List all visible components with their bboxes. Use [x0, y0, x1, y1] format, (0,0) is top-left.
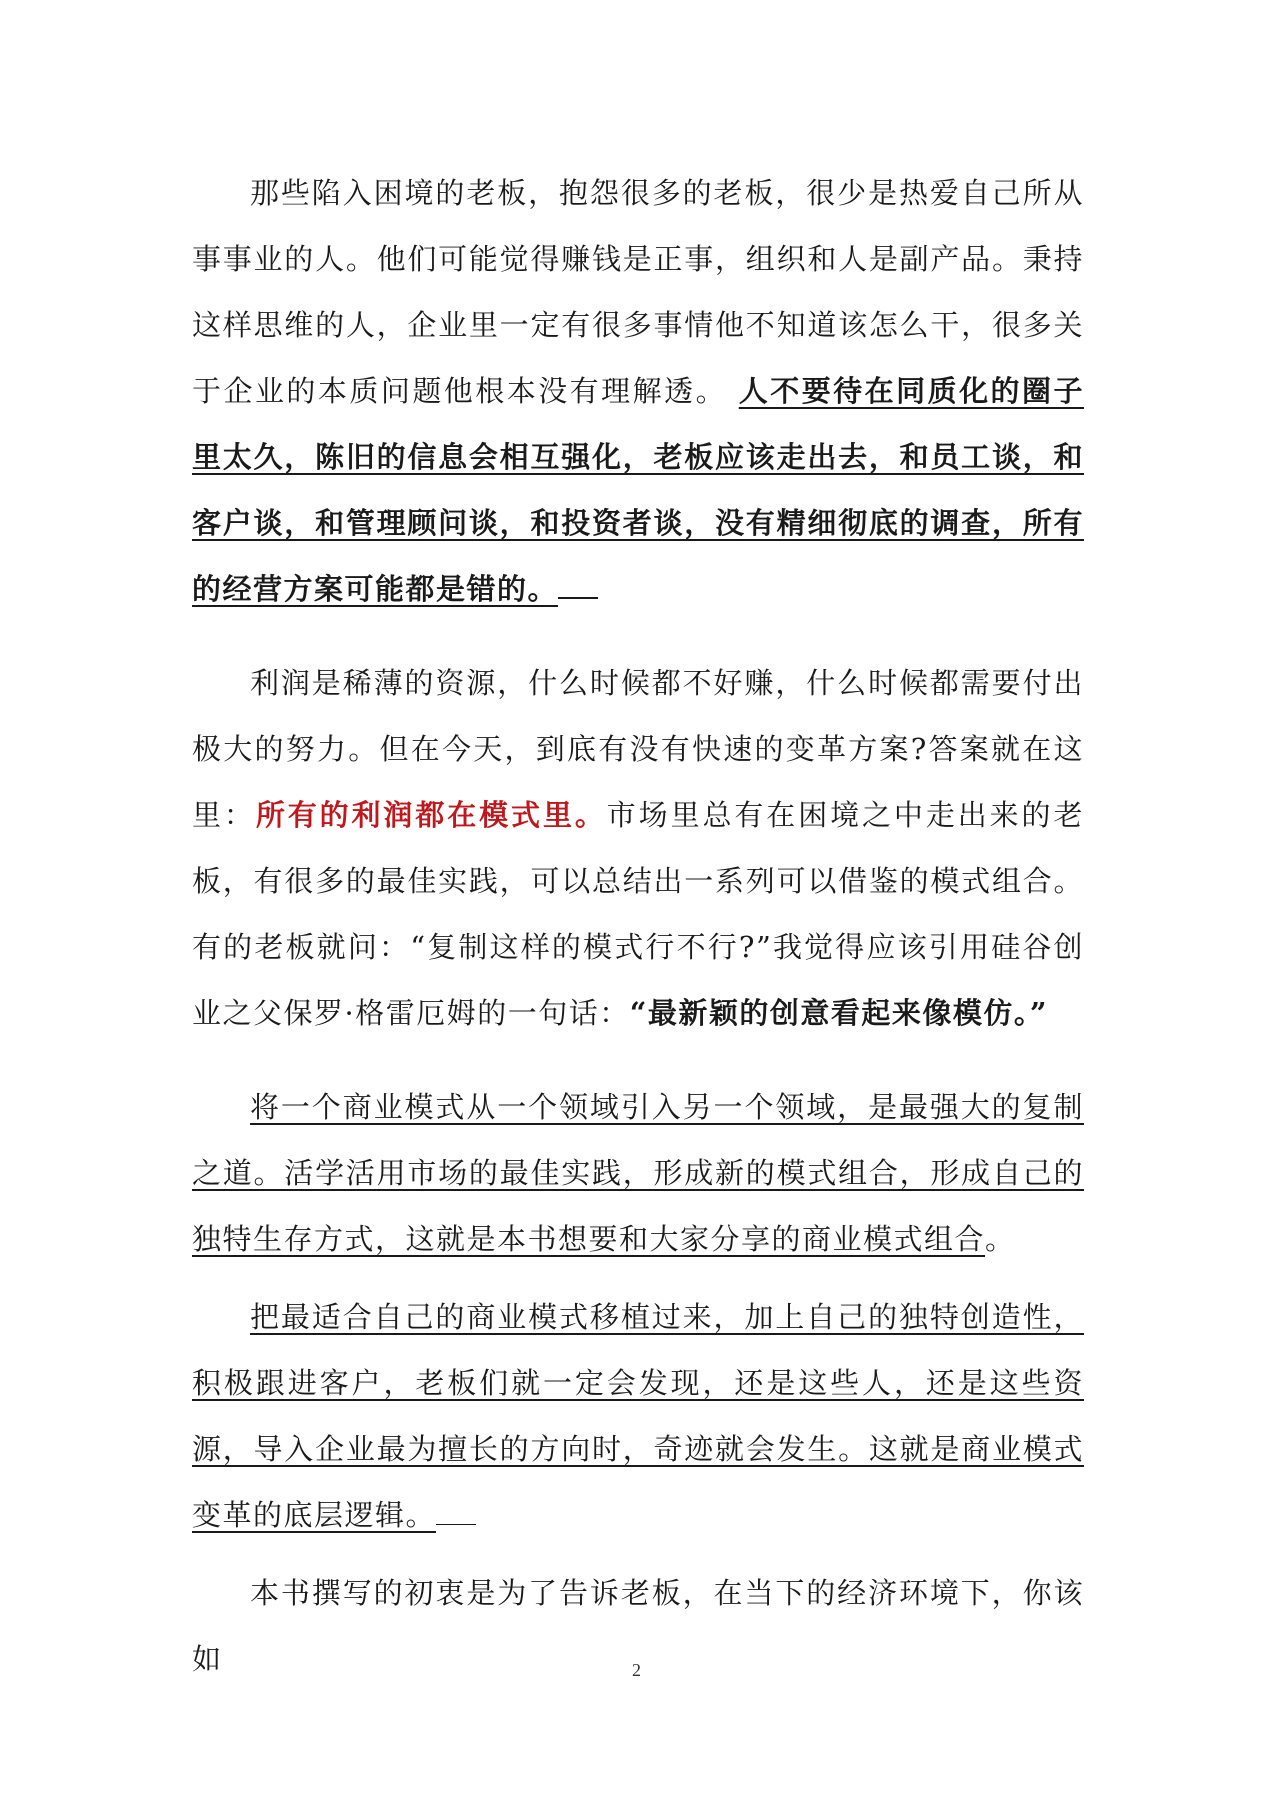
paragraph-4-underlined: 把最适合自己的商业模式移植过来，加上自己的独特创造性，积极跟进客户，老板们就一定会发现，还是这些人，还是这些资源，导入企业最为擅长的方向时，奇迹就会发生。这就是商业模式变革的底层逻辑。	[192, 1300, 1084, 1532]
paragraph-5-text: 本书撰写的初衷是为了告诉老板，在当下的经济环境下，你该如	[192, 1576, 1084, 1676]
paragraph-2-text-b: 市场里总有在困境之中走出来的老板，有很多的最佳实践，可以总结出一系列可以借鉴的模式组合。有的老板就问：“复制这样的模式行不行?”我觉得应该引用硅谷创业之父保罗·格雷厄姆的一句话：	[192, 798, 1084, 1030]
page-number: 2	[632, 1660, 641, 1680]
trailing-underline	[558, 596, 598, 599]
paragraph-3	[192, 1074, 1084, 1272]
paragraph-2-red-highlight: 所有的利润都在模式里。	[255, 798, 607, 832]
paragraph-1-bold-underlined: 人不要待在同质化的圈子里太久，陈旧的信息会相互强化，老板应该走出去，和员工谈，和客户谈，和管理顾问谈，和投资者谈，没有精细彻底的调查，所有的经营方案可能都是错的。	[192, 374, 1084, 606]
paragraph-2-text-a: 利润是稀薄的资源，什么时候都不好赚，什么时候都需要付出极大的努力。但在今天，到底有没有快速的变革方案?答案就在这里：	[192, 666, 1084, 832]
trailing-underline	[436, 1523, 476, 1525]
paragraph-2-quote: “最新颖的创意看起来像模仿。”	[629, 996, 1049, 1030]
paragraph-1-text: 那些陷入困境的老板，抱怨很多的老板，很少是热爱自己所从事事业的人。他们可能觉得赚钱是正事，组织和人是副产品。秉持这样思维的人，企业里一定有很多事情他不知道该怎么干，很多关于企业的本质问题他根本没有理解透。	[192, 176, 1084, 408]
paragraph-1	[192, 160, 1084, 622]
paragraph-3-period: 。	[985, 1222, 1016, 1256]
paragraph-2	[192, 650, 1084, 1046]
paragraph-4	[192, 1284, 1084, 1548]
paragraph-3-underlined: 将一个商业模式从一个领域引入另一个领域，是最强大的复制之道。活学活用市场的最佳实践，形成新的模式组合，形成自己的独特生存方式，这就是本书想要和大家分享的商业模式组合	[192, 1090, 1084, 1256]
document-page	[192, 160, 1084, 1692]
